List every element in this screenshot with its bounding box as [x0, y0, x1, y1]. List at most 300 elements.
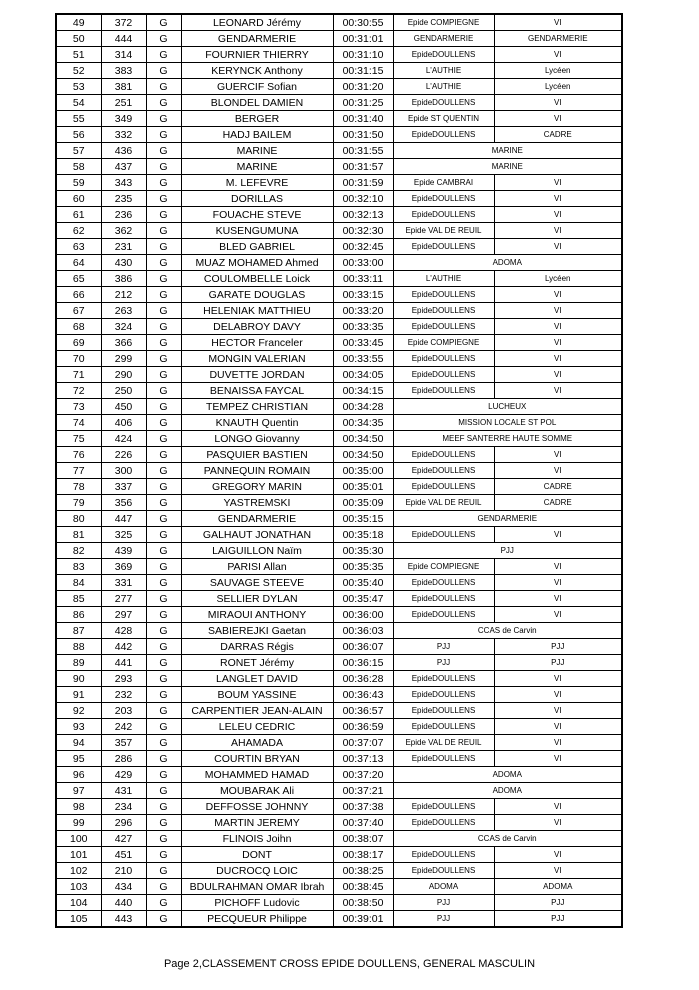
bib-cell: 366: [101, 335, 146, 351]
rank-cell: 63: [56, 239, 101, 255]
time-cell: 00:34:28: [333, 399, 393, 415]
rank-cell: 90: [56, 671, 101, 687]
rank-cell: 76: [56, 447, 101, 463]
sex-cell: G: [146, 735, 181, 751]
time-cell: 00:32:10: [333, 191, 393, 207]
rank-cell: 58: [56, 159, 101, 175]
category-cell: Lycéen: [494, 79, 622, 95]
time-cell: 00:31:01: [333, 31, 393, 47]
structure-merged-cell: LUCHEUX: [393, 399, 622, 415]
rank-cell: 72: [56, 383, 101, 399]
structure-cell: EpideDOULLENS: [393, 847, 494, 863]
sex-cell: G: [146, 767, 181, 783]
structure-merged-cell: GENDARMERIE: [393, 511, 622, 527]
table-row: [56, 415, 622, 431]
rank-cell: 60: [56, 191, 101, 207]
time-cell: 00:37:20: [333, 767, 393, 783]
name-cell: DONT: [181, 847, 333, 863]
sex-cell: G: [146, 431, 181, 447]
rank-cell: 100: [56, 831, 101, 847]
table-row: [56, 351, 622, 367]
rank-cell: 92: [56, 703, 101, 719]
sex-cell: G: [146, 127, 181, 143]
page-footer: Page 2,CLASSEMENT CROSS EPIDE DOULLENS, GENERAL MASCULIN: [163, 958, 536, 970]
bib-cell: 437: [101, 159, 146, 175]
table-row: [56, 399, 622, 415]
name-cell: KERYNCK Anthony: [181, 63, 333, 79]
table-row: [56, 447, 622, 463]
table-row: [56, 207, 622, 223]
rank-cell: 78: [56, 479, 101, 495]
name-cell: KUSENGUMUNA: [181, 223, 333, 239]
time-cell: 00:33:00: [333, 255, 393, 271]
table-row: [56, 111, 622, 127]
bib-cell: 226: [101, 447, 146, 463]
category-cell: VI: [494, 303, 622, 319]
table-row: [56, 95, 622, 111]
bib-cell: 447: [101, 511, 146, 527]
table-row: [56, 31, 622, 47]
bib-cell: 234: [101, 799, 146, 815]
name-cell: GENDARMERIE: [181, 31, 333, 47]
rank-cell: 68: [56, 319, 101, 335]
category-cell: VI: [494, 207, 622, 223]
structure-cell: L'AUTHIE: [393, 63, 494, 79]
structure-cell: EpideDOULLENS: [393, 607, 494, 623]
category-cell: VI: [494, 287, 622, 303]
name-cell: MOUBARAK Ali: [181, 783, 333, 799]
sex-cell: G: [146, 495, 181, 511]
rank-cell: 51: [56, 47, 101, 63]
table-row: [56, 847, 622, 863]
bib-cell: 424: [101, 431, 146, 447]
table-row: [56, 559, 622, 575]
time-cell: 00:34:50: [333, 431, 393, 447]
rank-cell: 67: [56, 303, 101, 319]
name-cell: COURTIN BRYAN: [181, 751, 333, 767]
category-cell: VI: [494, 95, 622, 111]
name-cell: BENAISSA FAYCAL: [181, 383, 333, 399]
time-cell: 00:34:50: [333, 447, 393, 463]
sex-cell: G: [146, 383, 181, 399]
rank-cell: 85: [56, 591, 101, 607]
sex-cell: G: [146, 303, 181, 319]
name-cell: MIRAOUI ANTHONY: [181, 607, 333, 623]
name-cell: GALHAUT JONATHAN: [181, 527, 333, 543]
structure-cell: EpideDOULLENS: [393, 351, 494, 367]
structure-cell: Epide CAMBRAI: [393, 175, 494, 191]
table-row: [56, 335, 622, 351]
category-cell: CADRE: [494, 479, 622, 495]
bib-cell: 431: [101, 783, 146, 799]
rank-cell: 81: [56, 527, 101, 543]
results-table: [55, 13, 623, 928]
sex-cell: G: [146, 63, 181, 79]
name-cell: GREGORY MARIN: [181, 479, 333, 495]
sex-cell: G: [146, 47, 181, 63]
table-row: [56, 911, 622, 928]
table-row: [56, 511, 622, 527]
time-cell: 00:34:05: [333, 367, 393, 383]
structure-merged-cell: MISSION LOCALE ST POL: [393, 415, 622, 431]
structure-cell: EpideDOULLENS: [393, 287, 494, 303]
sex-cell: G: [146, 271, 181, 287]
bib-cell: 293: [101, 671, 146, 687]
sex-cell: G: [146, 879, 181, 895]
bib-cell: 441: [101, 655, 146, 671]
name-cell: PANNEQUIN ROMAIN: [181, 463, 333, 479]
bib-cell: 299: [101, 351, 146, 367]
time-cell: 00:34:15: [333, 383, 393, 399]
category-cell: VI: [494, 719, 622, 735]
rank-cell: 65: [56, 271, 101, 287]
time-cell: 00:31:50: [333, 127, 393, 143]
rank-cell: 57: [56, 143, 101, 159]
time-cell: 00:35:18: [333, 527, 393, 543]
name-cell: LAIGUILLON Naïm: [181, 543, 333, 559]
sex-cell: G: [146, 223, 181, 239]
name-cell: CARPENTIER JEAN-ALAIN: [181, 703, 333, 719]
structure-cell: EpideDOULLENS: [393, 479, 494, 495]
time-cell: 00:31:59: [333, 175, 393, 191]
structure-merged-cell: MEEF SANTERRE HAUTE SOMME: [393, 431, 622, 447]
sex-cell: G: [146, 591, 181, 607]
structure-cell: PJJ: [393, 639, 494, 655]
rank-cell: 75: [56, 431, 101, 447]
rank-cell: 55: [56, 111, 101, 127]
time-cell: 00:35:30: [333, 543, 393, 559]
name-cell: BOUM YASSINE: [181, 687, 333, 703]
sex-cell: G: [146, 207, 181, 223]
rank-cell: 86: [56, 607, 101, 623]
bib-cell: 300: [101, 463, 146, 479]
time-cell: 00:38:07: [333, 831, 393, 847]
rank-cell: 97: [56, 783, 101, 799]
category-cell: VI: [494, 751, 622, 767]
time-cell: 00:36:57: [333, 703, 393, 719]
table-row: [56, 159, 622, 175]
category-cell: VI: [494, 591, 622, 607]
name-cell: LELEU CEDRIC: [181, 719, 333, 735]
structure-cell: GENDARMERIE: [393, 31, 494, 47]
sex-cell: G: [146, 191, 181, 207]
structure-merged-cell: CCAS de Carvin: [393, 623, 622, 639]
structure-cell: EpideDOULLENS: [393, 687, 494, 703]
table-row: [56, 127, 622, 143]
name-cell: YASTREMSKI: [181, 495, 333, 511]
name-cell: DUCROCQ LOIC: [181, 863, 333, 879]
time-cell: 00:33:55: [333, 351, 393, 367]
rank-cell: 93: [56, 719, 101, 735]
sex-cell: G: [146, 607, 181, 623]
structure-cell: EpideDOULLENS: [393, 207, 494, 223]
sex-cell: G: [146, 719, 181, 735]
structure-cell: EpideDOULLENS: [393, 447, 494, 463]
structure-cell: L'AUTHIE: [393, 271, 494, 287]
sex-cell: G: [146, 895, 181, 911]
sex-cell: G: [146, 479, 181, 495]
rank-cell: 102: [56, 863, 101, 879]
table-row: [56, 639, 622, 655]
category-cell: Lycéen: [494, 63, 622, 79]
category-cell: VI: [494, 111, 622, 127]
category-cell: VI: [494, 463, 622, 479]
category-cell: VI: [494, 687, 622, 703]
category-cell: VI: [494, 815, 622, 831]
name-cell: MONGIN VALERIAN: [181, 351, 333, 367]
rank-cell: 96: [56, 767, 101, 783]
category-cell: VI: [494, 335, 622, 351]
sex-cell: G: [146, 239, 181, 255]
bib-cell: 381: [101, 79, 146, 95]
category-cell: VI: [494, 559, 622, 575]
bib-cell: 429: [101, 767, 146, 783]
structure-cell: Epide COMPIEGNE: [393, 14, 494, 31]
category-cell: VI: [494, 607, 622, 623]
sex-cell: G: [146, 911, 181, 928]
time-cell: 00:35:00: [333, 463, 393, 479]
time-cell: 00:33:15: [333, 287, 393, 303]
rank-cell: 70: [56, 351, 101, 367]
structure-cell: EpideDOULLENS: [393, 527, 494, 543]
bib-cell: 383: [101, 63, 146, 79]
bib-cell: 386: [101, 271, 146, 287]
time-cell: 00:37:07: [333, 735, 393, 751]
name-cell: FOUACHE STEVE: [181, 207, 333, 223]
structure-merged-cell: ADOMA: [393, 783, 622, 799]
rank-cell: 56: [56, 127, 101, 143]
structure-cell: PJJ: [393, 895, 494, 911]
table-row: [56, 735, 622, 751]
bib-cell: 325: [101, 527, 146, 543]
sex-cell: G: [146, 14, 181, 31]
rank-cell: 98: [56, 799, 101, 815]
time-cell: 00:30:55: [333, 14, 393, 31]
name-cell: M. LEFEVRE: [181, 175, 333, 191]
time-cell: 00:36:00: [333, 607, 393, 623]
time-cell: 00:35:09: [333, 495, 393, 511]
sex-cell: G: [146, 783, 181, 799]
name-cell: SABIEREJKI Gaetan: [181, 623, 333, 639]
time-cell: 00:35:47: [333, 591, 393, 607]
time-cell: 00:31:15: [333, 63, 393, 79]
category-cell: VI: [494, 527, 622, 543]
rank-cell: 101: [56, 847, 101, 863]
sex-cell: G: [146, 399, 181, 415]
rank-cell: 64: [56, 255, 101, 271]
name-cell: BERGER: [181, 111, 333, 127]
name-cell: DUVETTE JORDAN: [181, 367, 333, 383]
time-cell: 00:38:50: [333, 895, 393, 911]
structure-cell: PJJ: [393, 655, 494, 671]
rank-cell: 83: [56, 559, 101, 575]
name-cell: DARRAS Régis: [181, 639, 333, 655]
rank-cell: 79: [56, 495, 101, 511]
category-cell: PJJ: [494, 895, 622, 911]
table-row: [56, 63, 622, 79]
sex-cell: G: [146, 799, 181, 815]
sex-cell: G: [146, 351, 181, 367]
table-row: [56, 815, 622, 831]
structure-cell: Epide VAL DE REUIL: [393, 735, 494, 751]
bib-cell: 235: [101, 191, 146, 207]
name-cell: PECQUEUR Philippe: [181, 911, 333, 928]
time-cell: 00:38:25: [333, 863, 393, 879]
bib-cell: 297: [101, 607, 146, 623]
rank-cell: 89: [56, 655, 101, 671]
sex-cell: G: [146, 639, 181, 655]
time-cell: 00:36:15: [333, 655, 393, 671]
rank-cell: 59: [56, 175, 101, 191]
table-row: [56, 575, 622, 591]
bib-cell: 406: [101, 415, 146, 431]
time-cell: 00:33:11: [333, 271, 393, 287]
bib-cell: 444: [101, 31, 146, 47]
rank-cell: 52: [56, 63, 101, 79]
name-cell: PICHOFF Ludovic: [181, 895, 333, 911]
table-row: [56, 767, 622, 783]
name-cell: HELENIAK MATTHIEU: [181, 303, 333, 319]
category-cell: VI: [494, 367, 622, 383]
rank-cell: 94: [56, 735, 101, 751]
structure-cell: EpideDOULLENS: [393, 319, 494, 335]
bib-cell: 332: [101, 127, 146, 143]
structure-cell: EpideDOULLENS: [393, 303, 494, 319]
category-cell: CADRE: [494, 127, 622, 143]
rank-cell: 66: [56, 287, 101, 303]
bib-cell: 236: [101, 207, 146, 223]
time-cell: 00:31:20: [333, 79, 393, 95]
sex-cell: G: [146, 95, 181, 111]
bib-cell: 290: [101, 367, 146, 383]
structure-cell: Epide ST QUENTIN: [393, 111, 494, 127]
sex-cell: G: [146, 831, 181, 847]
name-cell: MOHAMMED HAMAD: [181, 767, 333, 783]
bib-cell: 251: [101, 95, 146, 111]
sex-cell: G: [146, 815, 181, 831]
time-cell: 00:36:43: [333, 687, 393, 703]
sex-cell: G: [146, 319, 181, 335]
table-row: [56, 655, 622, 671]
category-cell: VI: [494, 671, 622, 687]
category-cell: VI: [494, 239, 622, 255]
bib-cell: 231: [101, 239, 146, 255]
name-cell: LEONARD Jérémy: [181, 14, 333, 31]
sex-cell: G: [146, 463, 181, 479]
sex-cell: G: [146, 415, 181, 431]
table-row: [56, 479, 622, 495]
rank-cell: 105: [56, 911, 101, 928]
category-cell: VI: [494, 47, 622, 63]
category-cell: Lycéen: [494, 271, 622, 287]
sex-cell: G: [146, 287, 181, 303]
sex-cell: G: [146, 79, 181, 95]
structure-merged-cell: PJJ: [393, 543, 622, 559]
name-cell: SAUVAGE STEEVE: [181, 575, 333, 591]
table-row: [56, 431, 622, 447]
rank-cell: 80: [56, 511, 101, 527]
structure-cell: EpideDOULLENS: [393, 863, 494, 879]
name-cell: DELABROY DAVY: [181, 319, 333, 335]
rank-cell: 103: [56, 879, 101, 895]
name-cell: COULOMBELLE Loick: [181, 271, 333, 287]
category-cell: CADRE: [494, 495, 622, 511]
bib-cell: 296: [101, 815, 146, 831]
sex-cell: G: [146, 575, 181, 591]
bib-cell: 263: [101, 303, 146, 319]
rank-cell: 62: [56, 223, 101, 239]
time-cell: 00:32:30: [333, 223, 393, 239]
table-row: [56, 47, 622, 63]
table-row: [56, 543, 622, 559]
category-cell: VI: [494, 735, 622, 751]
bib-cell: 331: [101, 575, 146, 591]
name-cell: LONGO Giovanny: [181, 431, 333, 447]
time-cell: 00:31:40: [333, 111, 393, 127]
table-row: [56, 463, 622, 479]
structure-cell: EpideDOULLENS: [393, 671, 494, 687]
rank-cell: 87: [56, 623, 101, 639]
category-cell: VI: [494, 863, 622, 879]
bib-cell: 451: [101, 847, 146, 863]
name-cell: BLONDEL DAMIEN: [181, 95, 333, 111]
name-cell: GENDARMERIE: [181, 511, 333, 527]
category-cell: PJJ: [494, 639, 622, 655]
time-cell: 00:35:40: [333, 575, 393, 591]
name-cell: GARATE DOUGLAS: [181, 287, 333, 303]
time-cell: 00:32:45: [333, 239, 393, 255]
category-cell: PJJ: [494, 655, 622, 671]
table-row: [56, 287, 622, 303]
time-cell: 00:35:15: [333, 511, 393, 527]
time-cell: 00:33:45: [333, 335, 393, 351]
table-row: [56, 319, 622, 335]
bib-cell: 343: [101, 175, 146, 191]
table-row: [56, 239, 622, 255]
bib-cell: 442: [101, 639, 146, 655]
rank-cell: 99: [56, 815, 101, 831]
sex-cell: G: [146, 847, 181, 863]
sex-cell: G: [146, 527, 181, 543]
structure-merged-cell: MARINE: [393, 159, 622, 175]
bib-cell: 356: [101, 495, 146, 511]
sex-cell: G: [146, 255, 181, 271]
bib-cell: 349: [101, 111, 146, 127]
table-row: [56, 255, 622, 271]
rank-cell: 82: [56, 543, 101, 559]
name-cell: DEFFOSSE JOHNNY: [181, 799, 333, 815]
time-cell: 00:32:13: [333, 207, 393, 223]
name-cell: LANGLET DAVID: [181, 671, 333, 687]
sex-cell: G: [146, 367, 181, 383]
table-row: [56, 383, 622, 399]
results-body: [56, 14, 622, 927]
bib-cell: 286: [101, 751, 146, 767]
sex-cell: G: [146, 543, 181, 559]
table-row: [56, 14, 622, 31]
name-cell: SELLIER DYLAN: [181, 591, 333, 607]
time-cell: 00:39:01: [333, 911, 393, 928]
category-cell: VI: [494, 175, 622, 191]
bib-cell: 427: [101, 831, 146, 847]
structure-cell: L'AUTHIE: [393, 79, 494, 95]
rank-cell: 84: [56, 575, 101, 591]
bib-cell: 212: [101, 287, 146, 303]
name-cell: MARINE: [181, 159, 333, 175]
time-cell: 00:37:38: [333, 799, 393, 815]
bib-cell: 277: [101, 591, 146, 607]
sex-cell: G: [146, 31, 181, 47]
